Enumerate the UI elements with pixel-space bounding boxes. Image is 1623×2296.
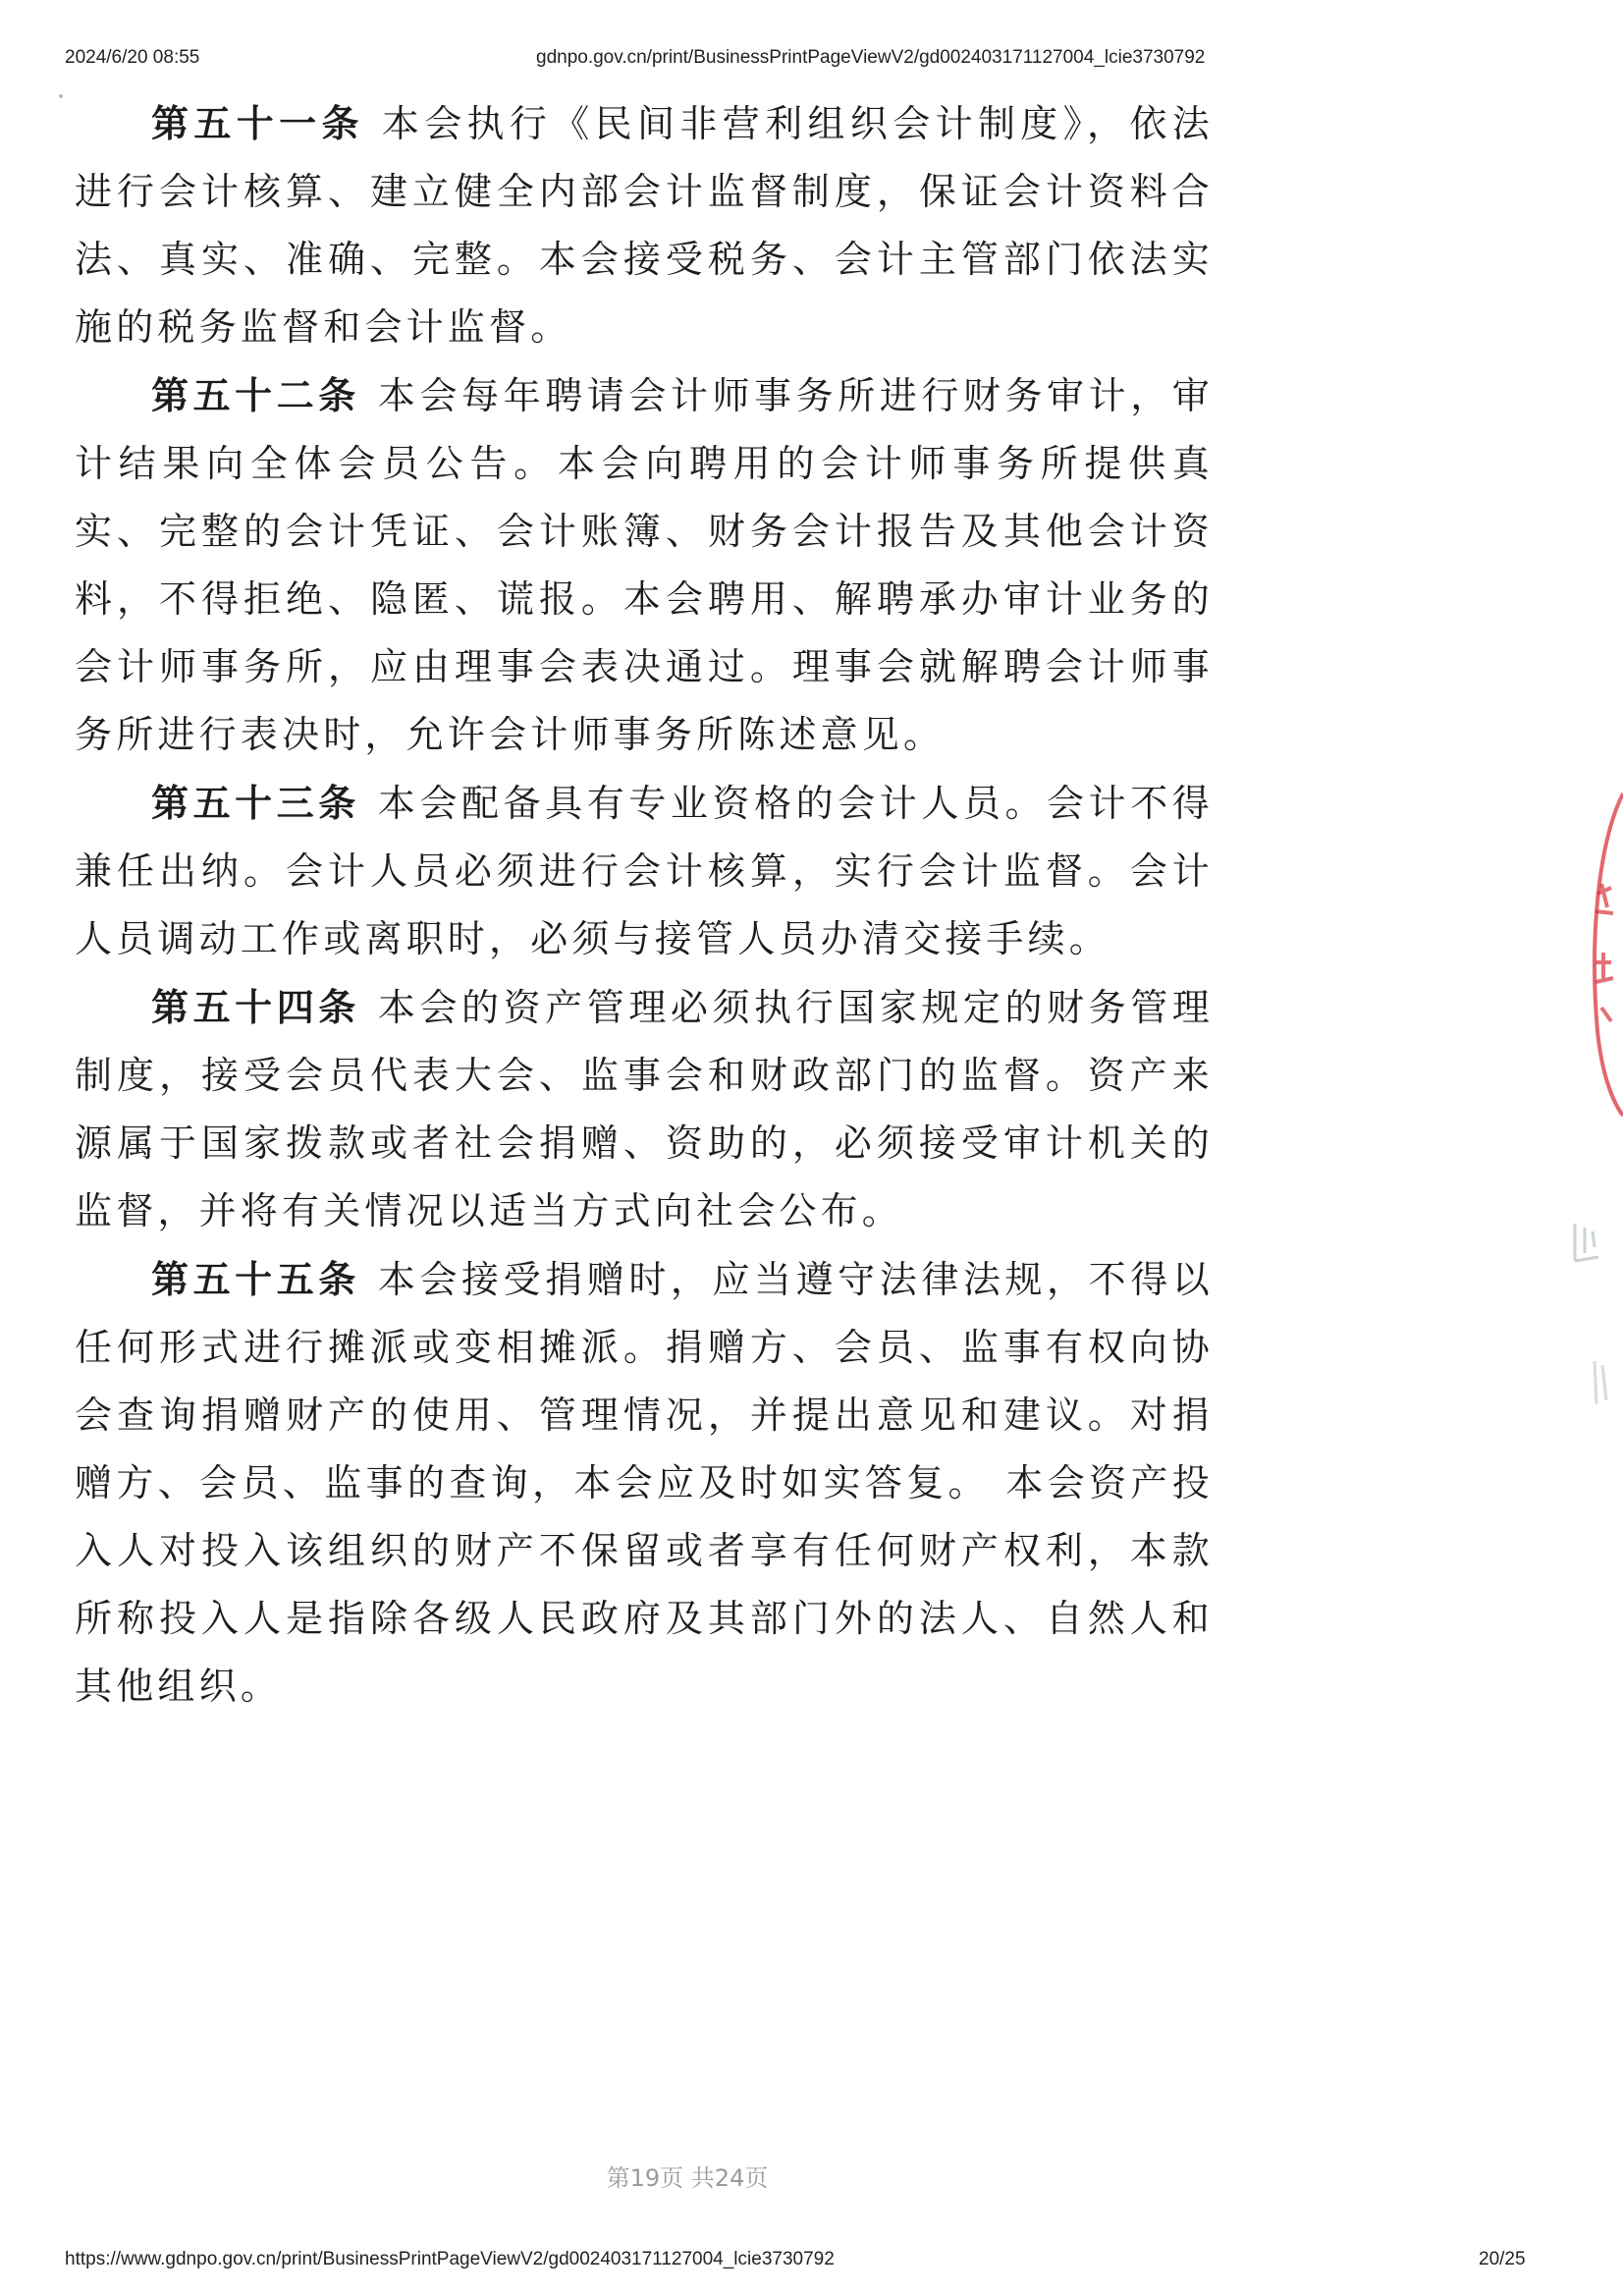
- article-52: [75, 362, 1214, 769]
- article-text: 本会配备具有专业资格的会计人员。会计不得兼任出纳。会计人员必须进行会计核算，实行会计监督。会计人员调动工作或离职时，必须与接管人员办清交接手续。: [75, 782, 1214, 960]
- article-number: 第五十一条: [151, 102, 364, 145]
- article-number: 第五十四条: [151, 986, 360, 1029]
- article-text: 本会执行《民间非营利组织会计制度》，依法进行会计核算、建立健全内部会计监督制度，保证会计资料合法、真实、准确、完整。本会接受税务、会计主管部门依法实施的税务监督和会计监督。: [75, 102, 1214, 349]
- seal-glyph-3: [1601, 1008, 1611, 1021]
- article-54: [75, 974, 1214, 1245]
- margin-smudge: [1591, 1355, 1612, 1410]
- official-seal-edge: [1576, 786, 1623, 1120]
- article-number: 第五十三条: [151, 782, 360, 825]
- article-text: 本会的资产管理必须执行国家规定的财务管理制度，接受会员代表大会、监事会和财政部门的监督。资产来源属于国家拨款或者社会捐赠、资助的，必须接受审计机关的监督，并将有关情况以适当方式向社会公布。: [75, 986, 1214, 1232]
- seal-arc: [1595, 793, 1623, 1116]
- article-text: 本会每年聘请会计师事务所进行财务审计，审计结果向全体会员公告。本会向聘用的会计师事务所提供真实、完整的会计凭证、会计账簿、财务会计报告及其他会计资料，不得拒绝、隐匿、谎报。本会聘用、解聘承办审计业务的会计师事务所，应由理事会表决通过。理事会就解聘会计师事务所进行表决时，允许会计师事务所陈述意见。: [75, 374, 1214, 756]
- scan-dot: [59, 94, 63, 98]
- document-body: [75, 90, 1214, 1722]
- article-55: [75, 1246, 1214, 1721]
- print-datetime: 2024/6/20 08:55: [65, 47, 200, 68]
- article-number: 第五十五条: [151, 1258, 360, 1301]
- article-53: [75, 770, 1214, 973]
- article-51: [75, 90, 1214, 361]
- page-number: 第19页 共24页: [606, 2164, 769, 2192]
- seal-glyph-2: [1596, 953, 1613, 982]
- print-header: [65, 47, 1322, 73]
- print-header-url: gdnpo.gov.cn/print/BusinessPrintPageViewV2/gd002403171127004_lcie3730792: [536, 47, 1206, 68]
- article-text: 本会接受捐赠时，应当遵守法律法规，不得以任何形式进行摊派或变相摊派。捐赠方、会员、监事有权向协会查询捐赠财产的使用、管理情况，并提出意见和建议。对捐赠方、会员、监事的查询，本会应及时如实答复。 本会资产投入人对投入该组织的财产不保留或者享有任何财产权利，本款所称投入人是指除各级人民政府及其部门外的法人、自然人和其他组织。: [75, 1258, 1214, 1708]
- print-footer: [65, 2249, 1557, 2274]
- margin-smudge: [1571, 1218, 1602, 1267]
- print-footer-url: https://www.gdnpo.gov.cn/print/BusinessPrintPageViewV2/gd002403171127004_lcie3730792: [65, 2249, 835, 2269]
- print-page-count: 20/25: [1479, 2249, 1526, 2269]
- article-number: 第五十二条: [151, 374, 360, 417]
